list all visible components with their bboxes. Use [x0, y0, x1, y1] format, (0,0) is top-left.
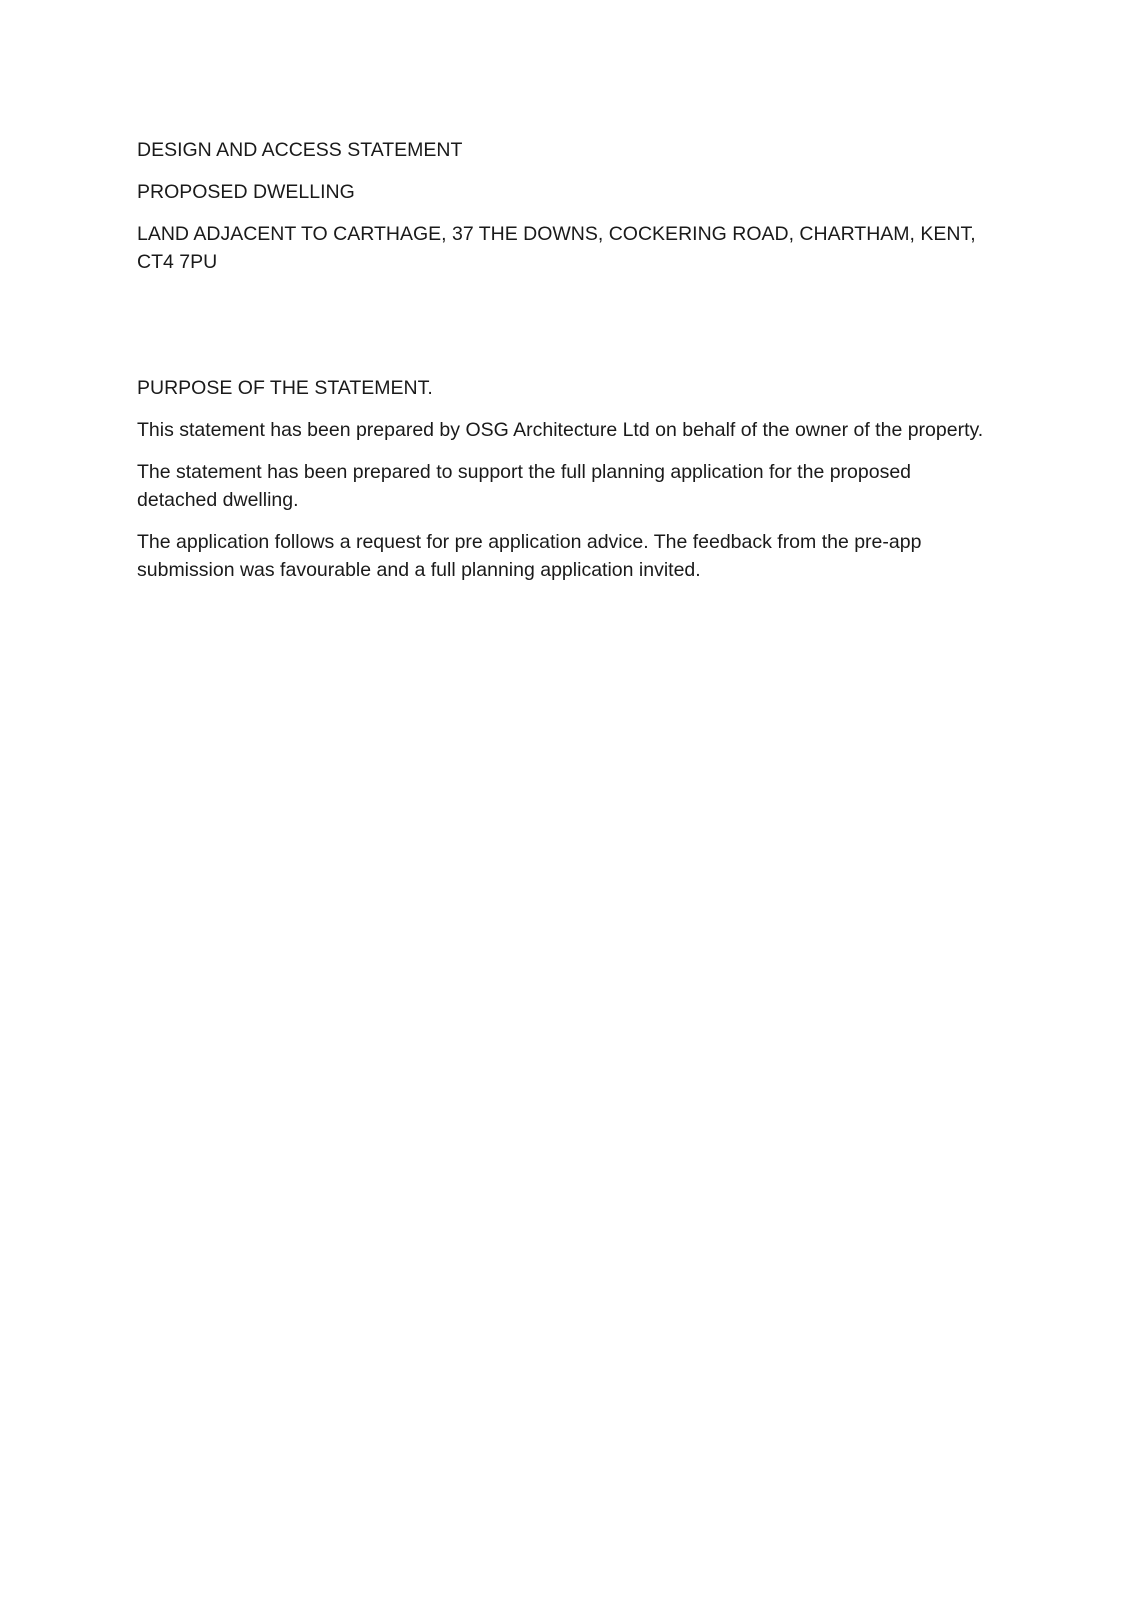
purpose-paragraph: This statement has been prepared by OSG Architecture Ltd on behalf of the owner of the property. [137, 419, 984, 441]
document-body [137, 136, 992, 598]
section-spacer [137, 290, 992, 374]
document-subtitle: PROPOSED DWELLING [137, 181, 355, 203]
document-title: DESIGN AND ACCESS STATEMENT [137, 139, 463, 161]
purpose-paragraph: The statement has been prepared to support the full planning application for the proposed detached dwelling. [137, 461, 912, 511]
site-address: LAND ADJACENT TO CARTHAGE, 37 THE DOWNS, COCKERING ROAD, CHARTHAM, KENT, CT4 7PU [137, 223, 976, 273]
purpose-heading: PURPOSE OF THE STATEMENT. [137, 377, 433, 399]
purpose-paragraph: The application follows a request for pre application advice. The feedback from the pre-app submission was favourable and a full planning application invited. [137, 531, 922, 581]
